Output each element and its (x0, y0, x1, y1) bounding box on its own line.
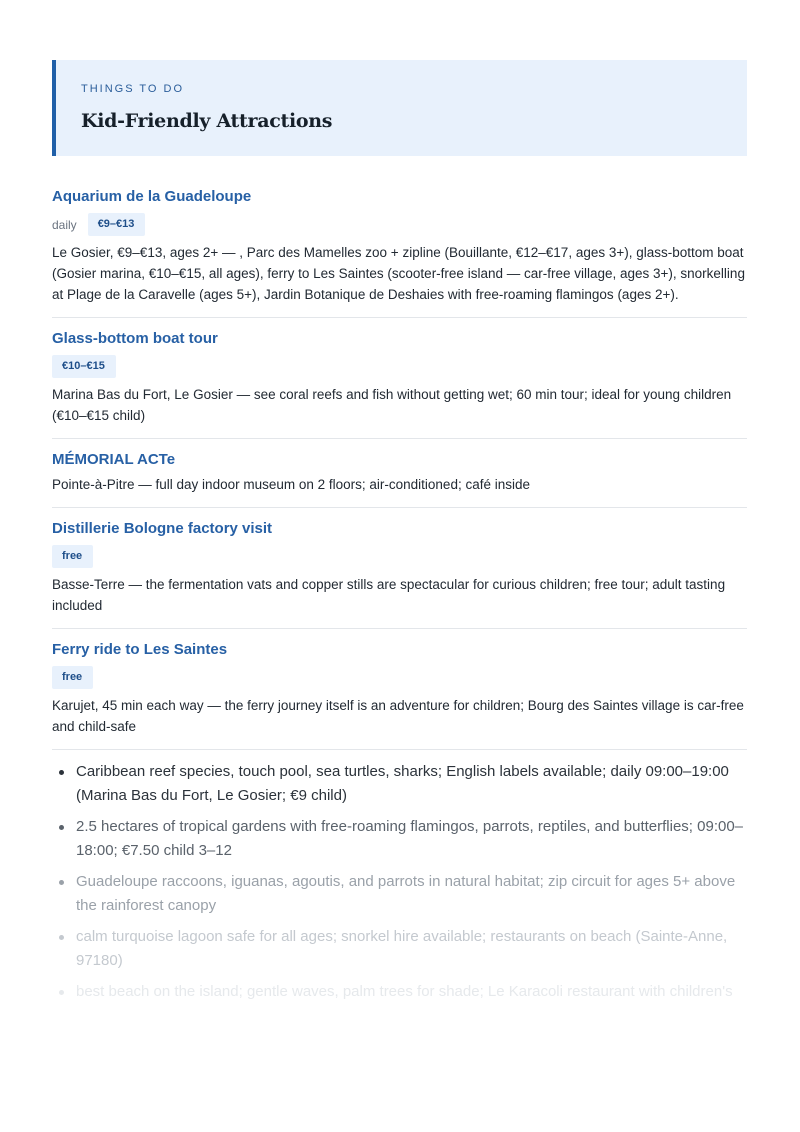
bullet-icon (59, 825, 64, 830)
attraction-meta (52, 355, 747, 378)
price-badge: €9–€13 (88, 213, 146, 236)
attractions-page (52, 60, 747, 1035)
attraction-description: Karujet, 45 min each way — the ferry journey itself is an adventure for children; Bourg des Saintes village is car-free and child-safe (52, 698, 744, 734)
price-badge: €10–€15 (52, 355, 116, 378)
section-eyebrow: THINGS TO DO (81, 83, 185, 95)
attraction-meta (52, 666, 747, 689)
list-item-text: 2.5 hectares of tropical gardens with free-roaming flamingos, parrots, reptiles, and butterflies; 09:00–18:00; €7.50 child 3–12 (76, 818, 744, 859)
list-item-text: Guadeloupe raccoons, iguanas, agoutis, and parrots in natural habitat; zip circuit for ages 5+ above the rainforest canopy (76, 873, 736, 914)
attraction-entry (52, 328, 747, 439)
attraction-description: Pointe-à-Pitre — full day indoor museum on 2 floors; air-conditioned; café inside (52, 477, 530, 492)
page-title: Kid-Friendly Attractions (81, 110, 333, 132)
price-badge: free (52, 545, 93, 568)
list-item (52, 870, 747, 918)
attraction-meta (52, 545, 747, 568)
price-badge: free (52, 666, 93, 689)
section-header (52, 60, 747, 156)
attraction-name[interactable]: Distillerie Bologne factory visit (52, 520, 273, 537)
list-item (52, 925, 747, 973)
list-item-text: best beach on the island; gentle waves, palm trees for shade; Le Karacoli restaurant with children's (76, 983, 733, 1000)
bullet-icon (59, 880, 64, 885)
highlights-list (52, 760, 747, 1028)
attraction-name[interactable]: MÉMORIAL ACTe (52, 451, 176, 468)
attraction-description: Le Gosier, €9–€13, ages 2+ — , Parc des Mamelles zoo + zipline (Bouillante, €12–€17, ages 3+), glass-bottom boat (Gosier marina, €10–€15, all ages), ferry to Les Saintes (scooter-free island — car-free village, ages 3+), snorkelling at Plage de la Caravelle (ages 5+), Jardin Botanique de Deshaies with free-roaming flamingos (ages 2+). (52, 245, 745, 302)
attraction-list (52, 186, 747, 750)
attraction-name[interactable]: Ferry ride to Les Saintes (52, 641, 228, 658)
bullet-icon (59, 770, 64, 775)
attraction-description: Basse-Terre — the fermentation vats and copper stills are spectacular for curious children; free tour; adult tasting included (52, 577, 726, 613)
attraction-name[interactable]: Aquarium de la Guadeloupe (52, 188, 252, 205)
attraction-entry (52, 449, 747, 508)
bullet-icon (59, 990, 64, 995)
attraction-meta (52, 213, 747, 236)
list-item-text: Caribbean reef species, touch pool, sea turtles, sharks; English labels available; daily 09:00–19:00 (Marina Bas du Fort, Le Gosier; €9 child) (76, 763, 729, 804)
attraction-entry (52, 518, 747, 629)
frequency-label: daily (52, 217, 77, 232)
list-item (52, 815, 747, 863)
list-item (52, 760, 747, 808)
bullet-icon (59, 935, 64, 940)
list-item-text: calm turquoise lagoon safe for all ages; snorkel hire available; restaurants on beach (Sainte-Anne, 97180) (76, 928, 728, 969)
attraction-entry (52, 639, 747, 750)
attraction-name[interactable]: Glass-bottom boat tour (52, 330, 218, 347)
bottom-fade (0, 1004, 800, 1132)
attraction-description: Marina Bas du Fort, Le Gosier — see coral reefs and fish without getting wet; 60 min tour; ideal for young children (€10–€15 child) (52, 387, 732, 423)
attraction-entry (52, 186, 747, 318)
